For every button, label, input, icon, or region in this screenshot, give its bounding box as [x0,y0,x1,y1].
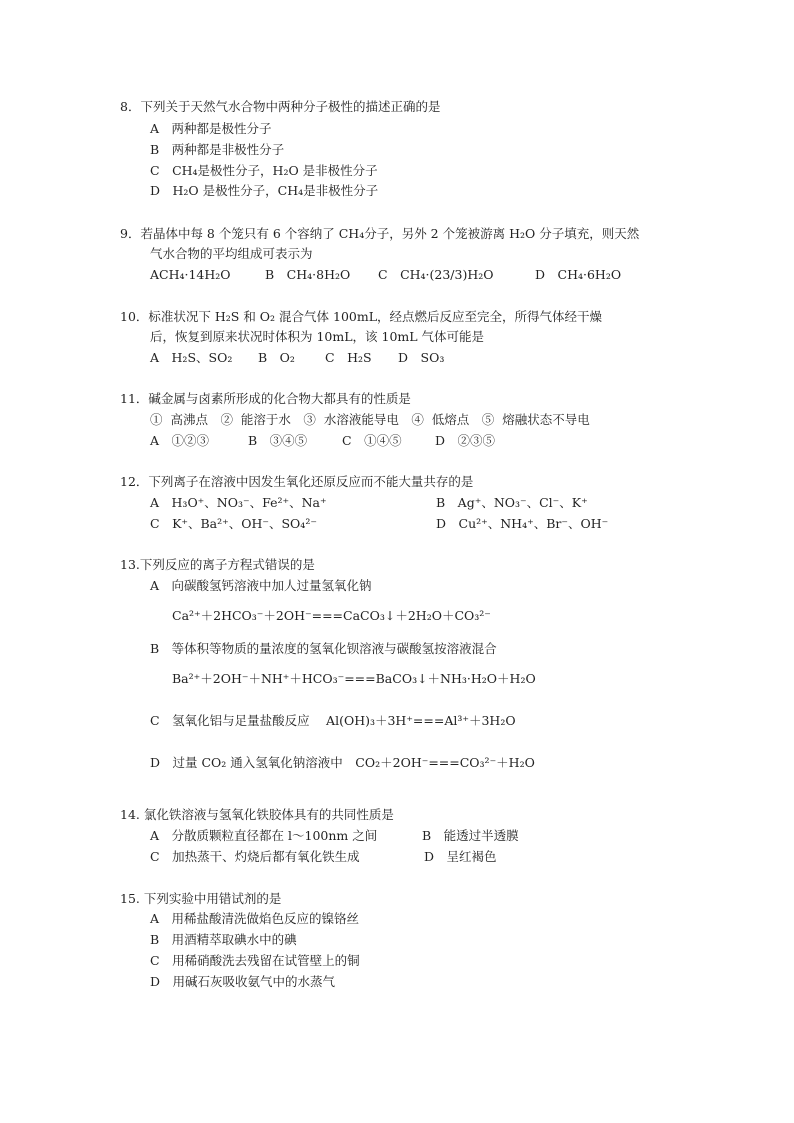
q13-option-b-equation: Ba²⁺＋2OH⁻＋NH⁺＋HCO₃⁻===BaCO₃↓＋NH₃·H₂O＋H₂O [172,671,536,686]
q9-stem-line2: 气水合物的平均组成可表示为 [150,246,313,261]
q11-option-a: A ①②③ [150,433,210,448]
q15-stem: 15. 下列实验中用错试剂的是 [120,891,282,906]
q13-option-c: C 氢氧化铝与足量盐酸反应 Al(OH)₃＋3H⁺===Al³⁺＋3H₂O [150,713,516,728]
q10-option-c: C H₂S [325,350,372,365]
q11-option-c: C ①④⑤ [342,433,402,448]
q10-stem-line1: 10．标准状况下 H₂S 和 O₂ 混合气体 100mL，经点燃后反应至完全，所得气体经干燥 [120,309,603,324]
q12-option-a: A H₃O⁺、NO₃⁻、Fe²⁺、Na⁺ [150,495,327,510]
q10-option-a: A H₂S、SO₂ [150,350,233,365]
q15-option-b: B 用酒精萃取碘水中的碘 [150,932,297,947]
q11-properties: ① 高沸点 ② 能溶于水 ③ 水溶液能导电 ④ 低熔点 ⑤ 熔融状态不导电 [150,412,590,427]
q13-option-b: B 等体积等物质的量浓度的氢氧化钡溶液与碳酸氢按溶液混合 [150,641,497,656]
q14-option-c: C 加热蒸干、灼烧后都有氧化铁生成 [150,849,360,864]
q13-option-d: D 过量 CO₂ 通入氢氧化钠溶液中 CO₂＋2OH⁻===CO₃²⁻＋H₂O [150,755,535,770]
q8-stem: 8．下列关于天然气水合物中两种分子极性的描述正确的是 [120,99,441,114]
q13-option-a: A 向碳酸氢钙溶液中加人过量氢氧化钠 [150,578,372,593]
q8-option-a: A 两种都是极性分子 [150,121,272,136]
q9-option-c: C CH₄·(23/3)H₂O [378,267,494,282]
q15-option-d: D 用碱石灰吸收氨气中的水蒸气 [150,974,336,989]
q9-option-b: B CH₄·8H₂O [265,267,351,282]
q11-option-b: B ③④⑤ [248,433,308,448]
q12-option-c: C K⁺、Ba²⁺、OH⁻、SO₄²⁻ [150,516,317,531]
q11-stem: 11．碱金属与卤素所形成的化合物大都具有的性质是 [120,391,411,406]
q8-option-c: C CH₄是极性分子，H₂O 是非极性分子 [150,163,378,178]
q12-option-d: D Cu²⁺、NH₄⁺、Br⁻、OH⁻ [436,516,609,531]
q12-stem: 12．下列离子在溶液中因发生氧化还原反应而不能大量共存的是 [120,474,474,489]
q10-stem-line2: 后，恢复到原来状况时体积为 10mL，该 10mL 气体可能是 [150,329,485,344]
q14-option-d: D 呈红褐色 [424,849,497,864]
q14-option-a: A 分散质颗粒直径都在 l～100nm 之间 [150,828,378,843]
q14-option-b: B 能透过半透膜 [422,828,519,843]
q9-option-d: D CH₄·6H₂O [535,267,622,282]
q14-stem: 14. 氯化铁溶液与氢氧化铁胶体具有的共同性质是 [120,807,394,822]
q15-option-a: A 用稀盐酸清洗做焰色反应的镍铬丝 [150,911,360,926]
q15-option-c: C 用稀硝酸洗去残留在试管壁上的铜 [150,953,360,968]
q8-option-d: D H₂O 是极性分子，CH₄是非极性分子 [150,183,379,198]
q11-option-d: D ②③⑤ [435,433,496,448]
q10-option-b: B O₂ [258,350,295,365]
q9-stem-line1: 9．若晶体中每 8 个笼只有 6 个容纳了 CH₄分子，另外 2 个笼被游离 H₂O 分子填充，则天然 [120,226,640,241]
q13-stem: 13.下列反应的离子方程式错误的是 [120,557,315,572]
q13-option-a-equation: Ca²⁺＋2HCO₃⁻＋2OH⁻===CaCO₃↓＋2H₂O＋CO₃²⁻ [172,608,491,623]
q12-option-b: B Ag⁺、NO₃⁻、Cl⁻、K⁺ [436,495,588,510]
q9-option-a: ACH₄·14H₂O [150,267,231,282]
q8-option-b: B 两种都是非极性分子 [150,142,285,157]
q10-option-d: D SO₃ [398,350,445,365]
